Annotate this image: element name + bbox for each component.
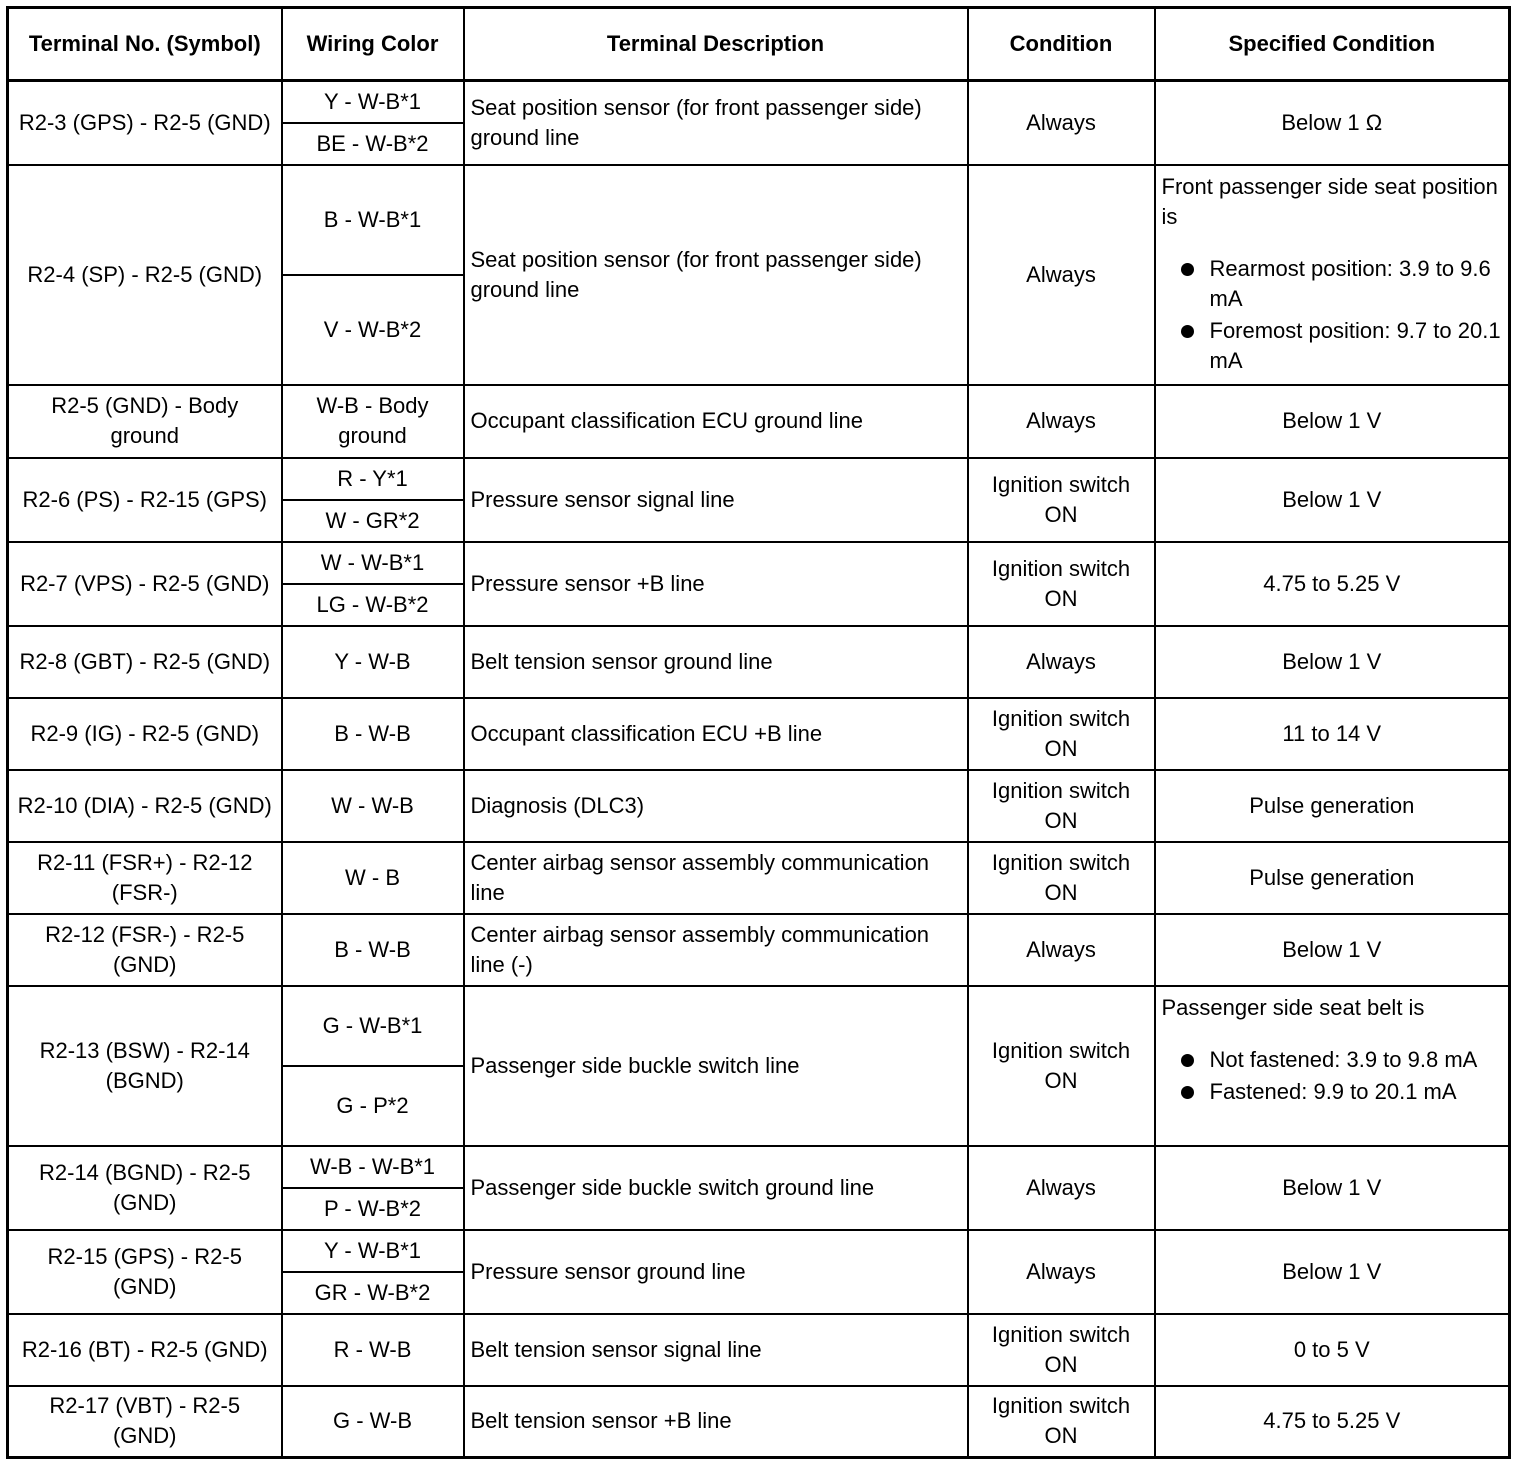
wiring-color-cell: G - W-B [282,1386,464,1458]
terminal-cell: R2-15 (GPS) - R2-5 (GND) [8,1230,282,1314]
terminal-cell: R2-12 (FSR-) - R2-5 (GND) [8,914,282,986]
description-cell: Center airbag sensor assembly communication line (-) [464,914,968,986]
specified-condition-cell: Below 1 V [1155,626,1510,698]
table-row [8,914,1510,986]
specified-condition-cell [1155,986,1510,1146]
specified-intro: Passenger side seat belt is [1161,994,1425,1020]
terminal-cell: R2-8 (GBT) - R2-5 (GND) [8,626,282,698]
description-cell: Seat position sensor (for front passenger side) ground line [464,165,968,385]
header-terminal: Terminal No. (Symbol) [8,8,282,81]
condition-cell: Always [968,626,1155,698]
condition-cell: Ignition switch ON [968,986,1155,1146]
table-row [8,626,1510,698]
specified-intro: Front passenger side seat position is [1161,173,1498,229]
terminal-cell: R2-6 (PS) - R2-15 (GPS) [8,458,282,542]
specified-condition-cell: Below 1 V [1155,1146,1510,1230]
description-cell: Passenger side buckle switch line [464,986,968,1146]
header-description: Terminal Description [464,8,968,81]
description-cell: Belt tension sensor ground line [464,626,968,698]
bullet-item: Foremost position: 9.7 to 20.1 mA [1210,316,1503,376]
description-cell: Passenger side buckle switch ground line [464,1146,968,1230]
table-row [8,385,1510,458]
bullet-item: Rearmost position: 3.9 to 9.6 mA [1210,254,1503,314]
wiring-color-cell: GR - W-B*2 [282,1272,464,1314]
specified-condition-cell: 0 to 5 V [1155,1314,1510,1386]
wiring-color-cell: Y - W-B [282,626,464,698]
table-row [8,458,1510,500]
bullet-item: Fastened: 9.9 to 20.1 mA [1210,1077,1503,1107]
wiring-color-cell: W-B - Body ground [282,385,464,458]
table-row [8,1230,1510,1272]
table-body [8,8,1510,1458]
condition-cell: Ignition switch ON [968,698,1155,770]
specified-condition-cell [1155,165,1510,385]
description-cell: Pressure sensor +B line [464,542,968,626]
wiring-color-cell: R - W-B [282,1314,464,1386]
description-cell: Belt tension sensor signal line [464,1314,968,1386]
specified-condition-cell: Below 1 Ω [1155,81,1510,165]
specified-condition-cell: Below 1 V [1155,385,1510,458]
wiring-color-cell: P - W-B*2 [282,1188,464,1230]
terminal-cell: R2-17 (VBT) - R2-5 (GND) [8,1386,282,1458]
specified-condition-cell: 11 to 14 V [1155,698,1510,770]
wiring-color-cell: Y - W-B*1 [282,1230,464,1272]
description-cell: Pressure sensor ground line [464,1230,968,1314]
table-row [8,770,1510,842]
wiring-color-cell: G - P*2 [282,1066,464,1146]
terminal-cell: R2-5 (GND) - Body ground [8,385,282,458]
wiring-color-cell: W-B - W-B*1 [282,1146,464,1188]
wiring-color-cell: R - Y*1 [282,458,464,500]
condition-cell: Always [968,1146,1155,1230]
terminal-cell: R2-13 (BSW) - R2-14 (BGND) [8,986,282,1146]
condition-cell: Ignition switch ON [968,842,1155,914]
wiring-color-cell: W - W-B*1 [282,542,464,584]
terminal-cell: R2-3 (GPS) - R2-5 (GND) [8,81,282,165]
header-row [8,8,1510,81]
terminal-cell: R2-7 (VPS) - R2-5 (GND) [8,542,282,626]
specified-condition-cell: Below 1 V [1155,458,1510,542]
terminal-table [6,6,1511,1459]
specified-condition-cell: Pulse generation [1155,842,1510,914]
terminal-cell: R2-11 (FSR+) - R2-12 (FSR-) [8,842,282,914]
wiring-color-cell: B - W-B [282,914,464,986]
condition-cell: Always [968,914,1155,986]
wiring-color-cell: LG - W-B*2 [282,584,464,626]
condition-cell: Always [968,1230,1155,1314]
wiring-color-cell: W - W-B [282,770,464,842]
wiring-color-cell: BE - W-B*2 [282,123,464,165]
condition-cell: Ignition switch ON [968,1314,1155,1386]
wiring-color-cell: G - W-B*1 [282,986,464,1066]
header-condition: Condition [968,8,1155,81]
condition-cell: Always [968,385,1155,458]
header-wiring: Wiring Color [282,8,464,81]
wiring-color-cell: W - GR*2 [282,500,464,542]
table-row [8,81,1510,123]
table-row [8,542,1510,584]
table-row [8,842,1510,914]
condition-cell: Always [968,165,1155,385]
table-row [8,1386,1510,1458]
wiring-color-cell: Y - W-B*1 [282,81,464,123]
specified-condition-cell: Below 1 V [1155,1230,1510,1314]
terminal-cell: R2-10 (DIA) - R2-5 (GND) [8,770,282,842]
terminal-cell: R2-9 (IG) - R2-5 (GND) [8,698,282,770]
condition-cell: Ignition switch ON [968,1386,1155,1458]
wiring-color-cell: V - W-B*2 [282,275,464,385]
bullet-item: Not fastened: 3.9 to 9.8 mA [1210,1045,1503,1075]
wiring-color-cell: B - W-B*1 [282,165,464,275]
description-cell: Occupant classification ECU ground line [464,385,968,458]
description-cell: Belt tension sensor +B line [464,1386,968,1458]
specified-condition-cell: Pulse generation [1155,770,1510,842]
specified-bullet-list [1162,254,1503,376]
specified-condition-cell: 4.75 to 5.25 V [1155,1386,1510,1458]
description-cell: Seat position sensor (for front passenger side) ground line [464,81,968,165]
table-row [8,1146,1510,1188]
specified-bullet-list [1162,1045,1503,1107]
table-row [8,165,1510,275]
description-cell: Occupant classification ECU +B line [464,698,968,770]
terminal-cell: R2-16 (BT) - R2-5 (GND) [8,1314,282,1386]
description-cell: Center airbag sensor assembly communication line [464,842,968,914]
condition-cell: Ignition switch ON [968,770,1155,842]
table-row [8,986,1510,1066]
description-cell: Diagnosis (DLC3) [464,770,968,842]
description-cell: Pressure sensor signal line [464,458,968,542]
header-specified: Specified Condition [1155,8,1510,81]
specified-condition-cell: 4.75 to 5.25 V [1155,542,1510,626]
terminal-cell: R2-14 (BGND) - R2-5 (GND) [8,1146,282,1230]
specified-condition-cell: Below 1 V [1155,914,1510,986]
wiring-color-cell: W - B [282,842,464,914]
condition-cell: Ignition switch ON [968,458,1155,542]
table-row [8,698,1510,770]
table-row [8,1314,1510,1386]
condition-cell: Ignition switch ON [968,542,1155,626]
condition-cell: Always [968,81,1155,165]
wiring-color-cell: B - W-B [282,698,464,770]
terminal-cell: R2-4 (SP) - R2-5 (GND) [8,165,282,385]
